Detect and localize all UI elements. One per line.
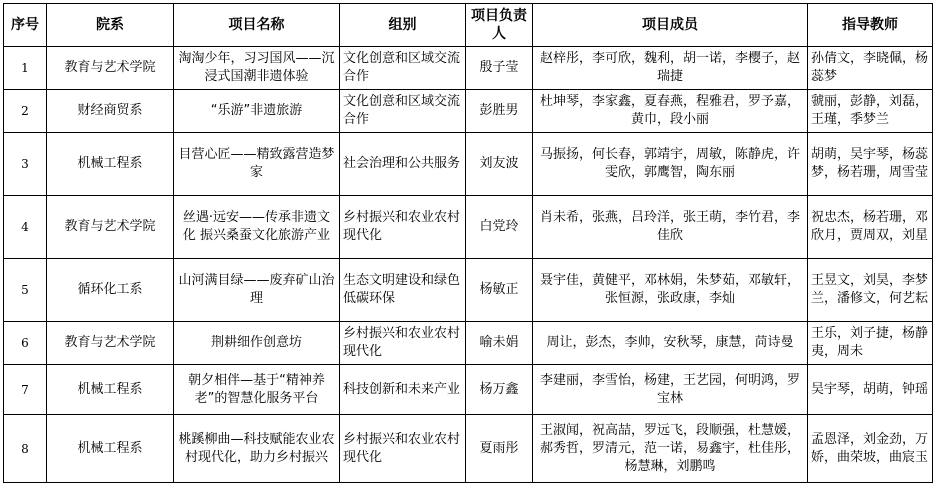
cell-members: 聂宇佳，黄健平，邓林娟，朱梦茹，邓敏轩，张恒源，张政康，李灿 <box>533 259 808 322</box>
cell-no: 7 <box>4 365 47 415</box>
cell-no: 4 <box>4 196 47 259</box>
cell-no: 2 <box>4 90 47 133</box>
cell-group: 文化创意和区域交流合作 <box>340 90 466 133</box>
cell-no: 5 <box>4 259 47 322</box>
cell-dept: 教育与艺术学院 <box>47 322 174 365</box>
table-row <box>4 322 933 365</box>
cell-group: 乡村振兴和农业农村现代化 <box>340 415 466 483</box>
header-row <box>4 4 933 47</box>
cell-project: 荆耕细作创意坊 <box>174 322 340 365</box>
cell-project: 目营心匠——精致露营造梦家 <box>174 133 340 196</box>
cell-members: 周让，彭杰，李帅，安秋琴，康慧，苘诗曼 <box>533 322 808 365</box>
cell-group: 社会治理和公共服务 <box>340 133 466 196</box>
cell-advisors: 孟恩泽，刘金劲，万娇，曲荣坡，曲宸玉 <box>808 415 933 483</box>
table-row <box>4 259 933 322</box>
table-row <box>4 365 933 415</box>
header-members: 项目成员 <box>533 4 808 47</box>
cell-dept: 机械工程系 <box>47 365 174 415</box>
cell-leader: 刘友波 <box>466 133 533 196</box>
cell-leader: 喻未娟 <box>466 322 533 365</box>
cell-advisors: 王乐，刘子捷，杨静夷，周未 <box>808 322 933 365</box>
cell-no: 8 <box>4 415 47 483</box>
table-row <box>4 196 933 259</box>
header-advisors: 指导教师 <box>808 4 933 47</box>
cell-dept: 循环化工系 <box>47 259 174 322</box>
cell-advisors: 孙倩文，李晓佩，杨蕊梦 <box>808 47 933 90</box>
cell-advisors: 吴宇琴，胡萌，钟瑶 <box>808 365 933 415</box>
cell-leader: 殷子莹 <box>466 47 533 90</box>
project-table <box>3 3 933 483</box>
cell-dept: 教育与艺术学院 <box>47 47 174 90</box>
cell-group: 乡村振兴和农业农村现代化 <box>340 322 466 365</box>
cell-group: 乡村振兴和农业农村现代化 <box>340 196 466 259</box>
cell-no: 1 <box>4 47 47 90</box>
header-no: 序号 <box>4 4 47 47</box>
cell-advisors: 虢丽，彭静，刘磊，王瑾，季梦兰 <box>808 90 933 133</box>
cell-group: 文化创意和区域交流合作 <box>340 47 466 90</box>
table-row <box>4 47 933 90</box>
cell-project: 朝夕相伴—基于“精神养老”的智慧化服务平台 <box>174 365 340 415</box>
cell-project: 桃蹊柳曲—科技赋能农业农村现代化，助力乡村振兴 <box>174 415 340 483</box>
cell-leader: 杨万鑫 <box>466 365 533 415</box>
cell-members: 杜坤琴，李家鑫，夏春燕，程雅君，罗予嘉，黄巾，段小丽 <box>533 90 808 133</box>
cell-members: 赵梓彤，李可欣，魏利，胡一诺，李樱子，赵瑞捷 <box>533 47 808 90</box>
header-group: 组别 <box>340 4 466 47</box>
header-leader: 项目负责人 <box>466 4 533 47</box>
cell-dept: 教育与艺术学院 <box>47 196 174 259</box>
cell-project: “乐游”非遗旅游 <box>174 90 340 133</box>
table-row <box>4 415 933 483</box>
cell-advisors: 祝忠杰，杨若珊，邓欣月，贾周双，刘星 <box>808 196 933 259</box>
cell-leader: 夏雨彤 <box>466 415 533 483</box>
cell-project: 山河满目绿——废弃矿山治理 <box>174 259 340 322</box>
cell-members: 王淑闻，祝高喆，罗远飞，段顺强，杜慧媛，郝秀哲，罗清元，范一诺，易鑫宇，杜佳彤，杨慧琳，刘鹏鸣 <box>533 415 808 483</box>
cell-dept: 财经商贸系 <box>47 90 174 133</box>
cell-dept: 机械工程系 <box>47 133 174 196</box>
cell-members: 马振扬，何长春，郭靖宇，周敏，陈静虎，许雯欣，郭鹰智，陶东丽 <box>533 133 808 196</box>
cell-group: 科技创新和未来产业 <box>340 365 466 415</box>
cell-leader: 彭胜男 <box>466 90 533 133</box>
cell-leader: 白党玲 <box>466 196 533 259</box>
cell-advisors: 王昱文，刘昊，李梦兰，潘修文，何艺耘 <box>808 259 933 322</box>
cell-project: 淘淘少年，习习国风——沉浸式国潮非遗体验 <box>174 47 340 90</box>
header-dept: 院系 <box>47 4 174 47</box>
table-row <box>4 133 933 196</box>
cell-advisors: 胡萌，吴宇琴，杨蕊梦，杨若珊，周雪莹 <box>808 133 933 196</box>
cell-no: 6 <box>4 322 47 365</box>
cell-members: 肖未希，张燕，吕玲洋，张王萌，李竹君，李佳欣 <box>533 196 808 259</box>
cell-project: 丝遇·远安——传承非遗文化 振兴桑蚕文化旅游产业 <box>174 196 340 259</box>
header-project: 项目名称 <box>174 4 340 47</box>
cell-no: 3 <box>4 133 47 196</box>
table-row <box>4 90 933 133</box>
cell-leader: 杨敏正 <box>466 259 533 322</box>
cell-members: 李建丽，李雪怡，杨建，王艺园，何明鸿，罗宝林 <box>533 365 808 415</box>
cell-group: 生态文明建设和绿色低碳环保 <box>340 259 466 322</box>
cell-dept: 机械工程系 <box>47 415 174 483</box>
